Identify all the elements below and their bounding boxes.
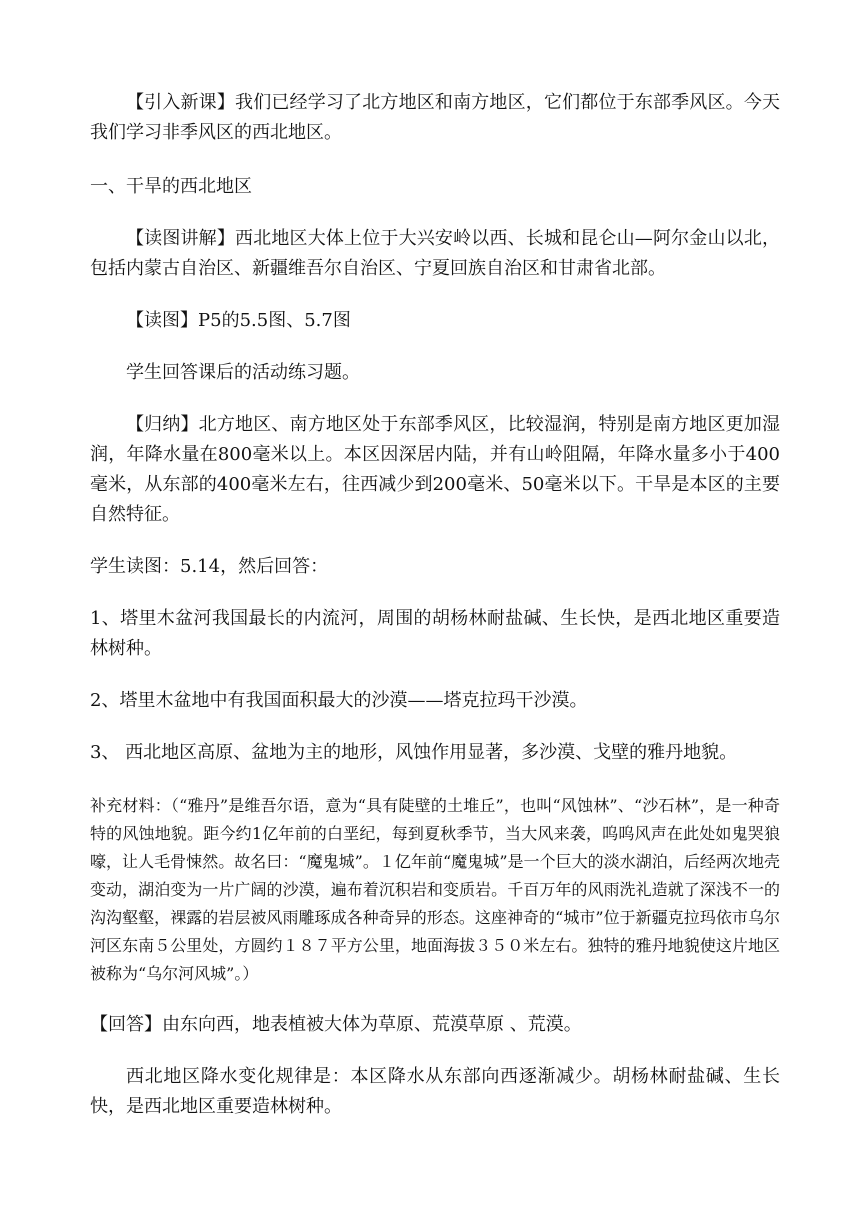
list-item: 2、塔里木盆地中有我国面积最大的沙漠——塔克拉玛干沙漠。 [90, 690, 588, 711]
conclusion-paragraph: 西北地区降水变化规律是：本区降水从东部向西逐渐减少。胡杨林耐盐碱、生长快，是西北地区重要造林树种。 [90, 1066, 780, 1117]
summary-paragraph: 【归纳】北方地区、南方地区处于东部季风区，比较湿润，特别是南方地区更加湿润，年降水量在800毫米以上。本区因深居内陆，并有山岭阻隔，年降水量多小于400毫米，从东部的400毫米左右，往西减少到200毫米、50毫米以下。干旱是本区的主要自然特征。 [90, 414, 780, 525]
intro-paragraph: 【引入新课】我们已经学习了北方地区和南方地区，它们都位于东部季风区。今天我们学习非季风区的西北地区。 [90, 92, 780, 143]
document-page [90, 88, 780, 1122]
answer-paragraph: 【回答】由东向西，地表植被大体为草原、荒漠草原 、荒漠。 [90, 1014, 582, 1035]
students-answer-paragraph: 学生回答课后的活动练习题。 [126, 362, 360, 383]
section-heading: 一、干旱的西北地区 [90, 176, 252, 197]
read-figure-paragraph: 学生读图：5.14，然后回答： [90, 556, 329, 577]
list-item: 3、 西北地区高原、盆地为主的地形，风蚀作用显著，多沙漠、戈壁的雅丹地貌。 [90, 742, 738, 763]
read-map-paragraph: 【读图】P5的5.5图、5.7图 [126, 310, 351, 331]
list-item: 1、塔里木盆河我国最长的内流河，周围的胡杨林耐盐碱、生长快，是西北地区重要造林树种。 [90, 608, 780, 659]
supplement-paragraph: 补充材料：（“雅丹”是维吾尔语，意为“具有陡壁的土堆丘”，也叫“风蚀林”、“沙石林”，是一种奇特的风蚀地貌。距今约1亿年前的白垩纪，每到夏秋季节，当大风来袭，呜呜风声在此处如鬼哭狼嚎，让人毛骨悚然。故名曰：“魔鬼城”。１亿年前“魔鬼城”是一个巨大的淡水湖泊，后经两次地壳变动，湖泊变为一片广阔的沙漠，遍布着沉积岩和变质岩。千百万年的风雨洗礼造就了深浅不一的沟沟壑壑，裸露的岩层被风雨雕琢成各种奇异的形态。这座神奇的“城市”位于新疆克拉玛依市乌尔河区东南５公里处，方圆约１８７平方公里，地面海拔３５０米左右。独特的雅丹地貌使这片地区被称为“乌尔河风城”。） [90, 796, 780, 983]
read-explain-paragraph: 【读图讲解】西北地区大体上位于大兴安岭以西、长城和昆仑山—阿尔金山以北，包括内蒙古自治区、新疆维吾尔自治区、宁夏回族自治区和甘肃省北部。 [90, 228, 780, 279]
